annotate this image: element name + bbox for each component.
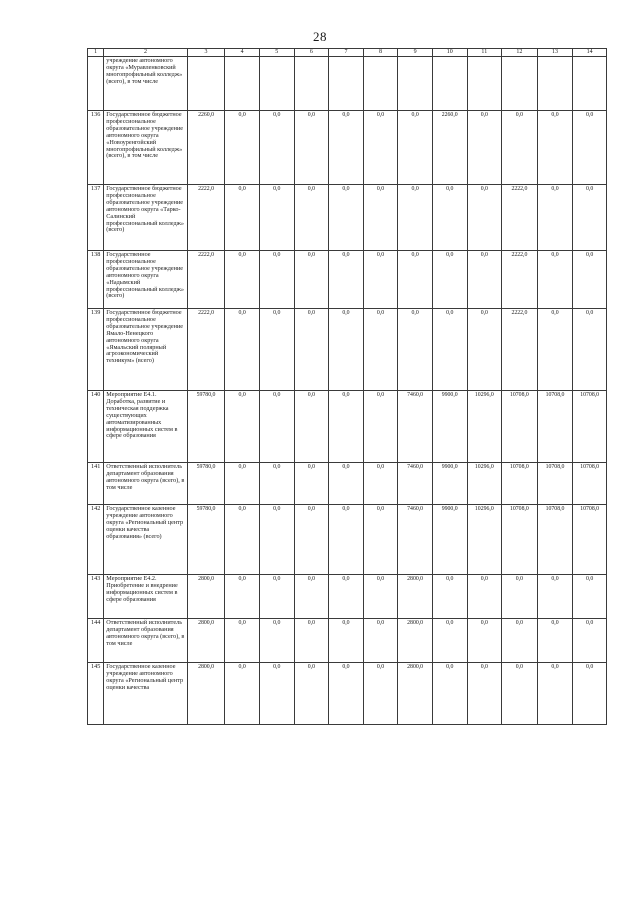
column-number-header: 11 xyxy=(467,49,502,57)
value-cell: 2222,0 xyxy=(502,309,538,391)
row-number xyxy=(88,57,104,111)
value-cell: 0,0 xyxy=(294,463,329,505)
row-name: Государственное казенное учреждение автономного округа «Региональный центр оценки качества xyxy=(104,663,187,725)
value-cell: 0,0 xyxy=(432,575,467,619)
value-cell: 9900,0 xyxy=(432,463,467,505)
column-number-header: 1 xyxy=(88,49,104,57)
row-number: 138 xyxy=(88,251,104,309)
row-name: Мероприятие Е4.2. Приобретение и внедрение информационных систем в сфере образования xyxy=(104,575,187,619)
value-cell: 0,0 xyxy=(363,185,398,251)
value-cell: 0,0 xyxy=(225,575,260,619)
value-cell: 0,0 xyxy=(225,251,260,309)
value-cell: 0,0 xyxy=(329,391,364,463)
value-cell: 10708,0 xyxy=(573,505,607,575)
value-cell: 7460,0 xyxy=(398,463,433,505)
value-cell: 0,0 xyxy=(467,663,502,725)
value-cell: 0,0 xyxy=(537,663,573,725)
value-cell xyxy=(225,57,260,111)
value-cell: 0,0 xyxy=(225,111,260,185)
value-cell: 0,0 xyxy=(363,505,398,575)
budget-table xyxy=(87,48,607,725)
value-cell: 10708,0 xyxy=(573,463,607,505)
value-cell: 0,0 xyxy=(329,251,364,309)
value-cell: 0,0 xyxy=(259,575,294,619)
value-cell xyxy=(573,57,607,111)
row-number: 141 xyxy=(88,463,104,505)
column-number-header: 14 xyxy=(573,49,607,57)
value-cell: 0,0 xyxy=(259,663,294,725)
value-cell: 0,0 xyxy=(225,463,260,505)
value-cell: 0,0 xyxy=(329,575,364,619)
table-row xyxy=(88,619,607,663)
value-cell: 0,0 xyxy=(294,251,329,309)
column-number-header: 6 xyxy=(294,49,329,57)
table-body xyxy=(88,49,607,725)
column-number-header: 2 xyxy=(104,49,187,57)
value-cell: 0,0 xyxy=(537,111,573,185)
value-cell: 0,0 xyxy=(259,463,294,505)
value-cell: 0,0 xyxy=(432,663,467,725)
value-cell xyxy=(537,57,573,111)
value-cell: 0,0 xyxy=(294,505,329,575)
row-name: Государственное бюджетное профессиональное образовательное учреждение автономного округа «Новоуренгойский многопрофильный колледж» (всего), в том числе xyxy=(104,111,187,185)
value-cell: 10296,0 xyxy=(467,463,502,505)
column-number-header: 12 xyxy=(502,49,538,57)
row-number: 144 xyxy=(88,619,104,663)
value-cell: 0,0 xyxy=(329,619,364,663)
value-cell: 0,0 xyxy=(573,575,607,619)
value-cell: 10708,0 xyxy=(502,391,538,463)
value-cell: 0,0 xyxy=(502,663,538,725)
value-cell: 59780,0 xyxy=(187,463,225,505)
column-number-header: 10 xyxy=(432,49,467,57)
value-cell: 0,0 xyxy=(573,185,607,251)
row-number: 139 xyxy=(88,309,104,391)
row-name: Государственное бюджетное профессиональное образовательное учреждение Ямало-Ненецкого автономного округа «Ямальский полярный агроэкономический техникум» (всего) xyxy=(104,309,187,391)
column-number-header: 13 xyxy=(537,49,573,57)
value-cell: 0,0 xyxy=(502,575,538,619)
value-cell: 0,0 xyxy=(467,251,502,309)
value-cell: 2222,0 xyxy=(502,185,538,251)
table-row xyxy=(88,505,607,575)
value-cell: 2222,0 xyxy=(187,309,225,391)
column-number-header: 5 xyxy=(259,49,294,57)
value-cell: 0,0 xyxy=(537,575,573,619)
value-cell: 0,0 xyxy=(294,575,329,619)
column-number-header: 3 xyxy=(187,49,225,57)
row-name: учреждение автономного округа «Муравленковский многопрофильный колледж» (всего), в том числе xyxy=(104,57,187,111)
value-cell: 9900,0 xyxy=(432,505,467,575)
value-cell: 2222,0 xyxy=(502,251,538,309)
table-row xyxy=(88,663,607,725)
value-cell: 10708,0 xyxy=(537,505,573,575)
value-cell: 10296,0 xyxy=(467,391,502,463)
value-cell: 0,0 xyxy=(329,111,364,185)
value-cell: 0,0 xyxy=(259,505,294,575)
table-row xyxy=(88,463,607,505)
row-number: 145 xyxy=(88,663,104,725)
value-cell xyxy=(363,57,398,111)
value-cell: 0,0 xyxy=(259,251,294,309)
value-cell: 9900,0 xyxy=(432,391,467,463)
value-cell: 0,0 xyxy=(363,391,398,463)
value-cell: 0,0 xyxy=(329,505,364,575)
value-cell: 0,0 xyxy=(363,575,398,619)
value-cell: 0,0 xyxy=(259,391,294,463)
table-row xyxy=(88,309,607,391)
row-name: Ответственный исполнитель департамент образования автономного округа (всего), в том числе xyxy=(104,463,187,505)
value-cell: 0,0 xyxy=(259,619,294,663)
row-number: 136 xyxy=(88,111,104,185)
value-cell: 0,0 xyxy=(432,309,467,391)
value-cell: 10708,0 xyxy=(502,463,538,505)
value-cell: 0,0 xyxy=(329,309,364,391)
value-cell: 0,0 xyxy=(363,251,398,309)
value-cell: 2800,0 xyxy=(398,575,433,619)
table-row xyxy=(88,57,607,111)
value-cell: 10708,0 xyxy=(537,463,573,505)
row-name: Государственное казенное учреждение автономного округа «Региональный центр оценки качества образования» (всего) xyxy=(104,505,187,575)
value-cell: 0,0 xyxy=(259,309,294,391)
value-cell: 0,0 xyxy=(225,309,260,391)
value-cell: 0,0 xyxy=(398,309,433,391)
value-cell: 0,0 xyxy=(398,111,433,185)
value-cell: 0,0 xyxy=(573,663,607,725)
value-cell: 0,0 xyxy=(467,619,502,663)
value-cell: 2800,0 xyxy=(187,619,225,663)
value-cell: 2260,0 xyxy=(432,111,467,185)
value-cell: 10708,0 xyxy=(537,391,573,463)
value-cell: 10708,0 xyxy=(502,505,538,575)
value-cell: 0,0 xyxy=(294,619,329,663)
value-cell: 0,0 xyxy=(573,251,607,309)
value-cell: 0,0 xyxy=(573,619,607,663)
row-name: Ответственный исполнитель департамент образования автономного округа (всего), в том числе xyxy=(104,619,187,663)
value-cell: 10296,0 xyxy=(467,505,502,575)
value-cell: 0,0 xyxy=(225,505,260,575)
value-cell: 0,0 xyxy=(329,463,364,505)
value-cell: 2800,0 xyxy=(187,663,225,725)
value-cell: 59780,0 xyxy=(187,505,225,575)
value-cell: 2260,0 xyxy=(187,111,225,185)
value-cell: 0,0 xyxy=(363,309,398,391)
value-cell: 0,0 xyxy=(294,309,329,391)
column-number-header: 4 xyxy=(225,49,260,57)
value-cell: 0,0 xyxy=(537,185,573,251)
value-cell: 0,0 xyxy=(259,185,294,251)
column-number-header: 7 xyxy=(329,49,364,57)
value-cell: 7460,0 xyxy=(398,505,433,575)
row-name: Государственное профессиональное образовательное учреждение автономного округа «Надымский профессиональный колледж» (всего) xyxy=(104,251,187,309)
row-number: 143 xyxy=(88,575,104,619)
value-cell: 0,0 xyxy=(467,575,502,619)
table-row xyxy=(88,111,607,185)
row-number: 140 xyxy=(88,391,104,463)
value-cell: 0,0 xyxy=(225,663,260,725)
value-cell: 0,0 xyxy=(432,251,467,309)
value-cell: 7460,0 xyxy=(398,391,433,463)
value-cell: 10708,0 xyxy=(573,391,607,463)
value-cell: 0,0 xyxy=(502,619,538,663)
value-cell: 0,0 xyxy=(432,619,467,663)
row-number: 137 xyxy=(88,185,104,251)
value-cell xyxy=(294,57,329,111)
value-cell: 2800,0 xyxy=(398,619,433,663)
value-cell: 0,0 xyxy=(398,185,433,251)
value-cell: 2800,0 xyxy=(187,575,225,619)
value-cell: 0,0 xyxy=(329,185,364,251)
value-cell: 0,0 xyxy=(259,111,294,185)
value-cell: 0,0 xyxy=(537,251,573,309)
table-row xyxy=(88,391,607,463)
value-cell: 0,0 xyxy=(467,185,502,251)
value-cell: 0,0 xyxy=(467,309,502,391)
value-cell: 0,0 xyxy=(537,619,573,663)
table-row xyxy=(88,251,607,309)
value-cell: 0,0 xyxy=(294,111,329,185)
value-cell: 0,0 xyxy=(329,663,364,725)
column-number-header: 9 xyxy=(398,49,433,57)
value-cell: 0,0 xyxy=(467,111,502,185)
value-cell: 0,0 xyxy=(398,251,433,309)
header-row xyxy=(88,49,607,57)
value-cell: 0,0 xyxy=(432,185,467,251)
table-row xyxy=(88,575,607,619)
value-cell xyxy=(432,57,467,111)
value-cell: 0,0 xyxy=(225,391,260,463)
value-cell: 2222,0 xyxy=(187,251,225,309)
value-cell xyxy=(502,57,538,111)
column-number-header: 8 xyxy=(363,49,398,57)
value-cell: 59780,0 xyxy=(187,391,225,463)
table-row xyxy=(88,185,607,251)
value-cell: 0,0 xyxy=(502,111,538,185)
page-number: 28 xyxy=(313,29,327,44)
value-cell xyxy=(398,57,433,111)
row-name: Мероприятие Е4.1. Доработка, развитие и техническая поддержка существующих автоматизированных информационных систем в сфере образования xyxy=(104,391,187,463)
value-cell: 0,0 xyxy=(225,185,260,251)
value-cell: 0,0 xyxy=(573,111,607,185)
value-cell: 0,0 xyxy=(363,463,398,505)
value-cell xyxy=(329,57,364,111)
value-cell: 0,0 xyxy=(363,111,398,185)
value-cell xyxy=(259,57,294,111)
value-cell: 0,0 xyxy=(294,663,329,725)
row-name: Государственное бюджетное профессиональное образовательное учреждение автономного округа «Тарко-Салинский профессиональный колледж» (всего) xyxy=(104,185,187,251)
value-cell: 0,0 xyxy=(294,185,329,251)
value-cell: 0,0 xyxy=(225,619,260,663)
value-cell: 0,0 xyxy=(363,619,398,663)
value-cell: 2222,0 xyxy=(187,185,225,251)
value-cell xyxy=(467,57,502,111)
value-cell: 0,0 xyxy=(363,663,398,725)
value-cell: 0,0 xyxy=(573,309,607,391)
row-number: 142 xyxy=(88,505,104,575)
value-cell xyxy=(187,57,225,111)
value-cell: 2800,0 xyxy=(398,663,433,725)
value-cell: 0,0 xyxy=(294,391,329,463)
value-cell: 0,0 xyxy=(537,309,573,391)
